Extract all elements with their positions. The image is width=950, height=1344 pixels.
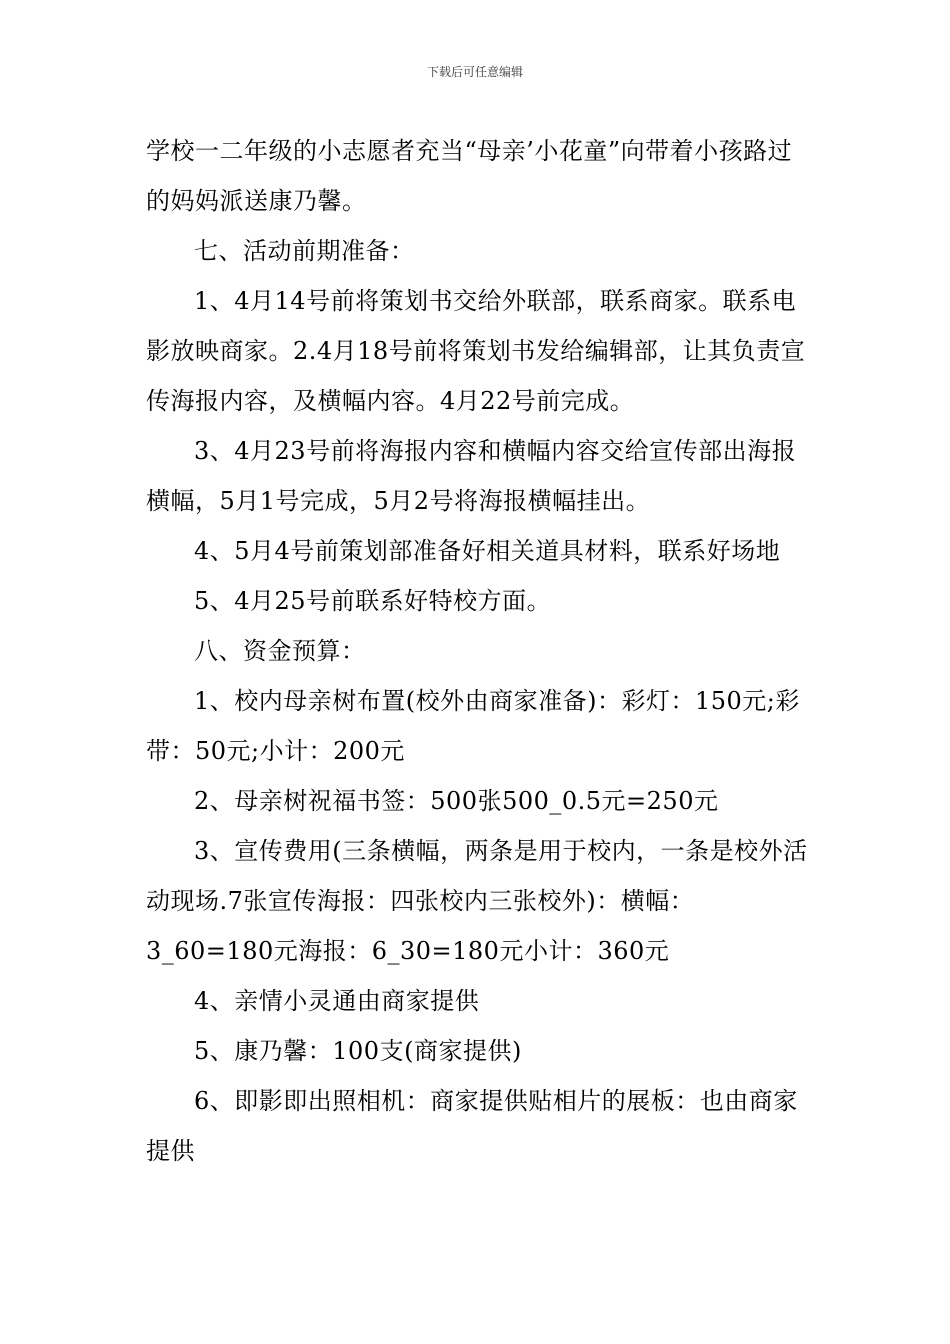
heading-preparation: 七、活动前期准备：	[194, 237, 415, 265]
paragraph-budget-2: 2、母亲树祝福书签：500张500_0.5元=250元	[194, 787, 719, 815]
paragraph-budget-4: 4、亲情小灵通由商家提供	[194, 987, 480, 1015]
paragraph-prep-5: 5、4月25号前联系好特校方面。	[194, 587, 552, 615]
paragraph-budget-3: 3、宣传费用(三条横幅，两条是用于校内，一条是校外活动现场.7张宣传海报：四张校内三张校外)：横幅：3_60=180元海报：6_30=180元小计：360元	[146, 837, 808, 965]
paragraph-budget-5: 5、康乃馨：100支(商家提供)	[194, 1037, 522, 1065]
paragraph-prep-1: 1、4月14号前将策划书交给外联部，联系商家。联系电影放映商家。2.4月18号前将策划书发给编辑部，让其负责宣传海报内容，及横幅内容。4月22号前完成。	[146, 287, 806, 415]
page-header: 下载后可任意编辑	[426, 65, 523, 79]
paragraph-prep-4: 4、5月4号前策划部准备好相关道具材料，联系好场地	[194, 537, 781, 565]
heading-budget: 八、资金预算：	[194, 637, 366, 665]
paragraph-budget-1: 1、校内母亲树布置(校外由商家准备)：彩灯：150元;彩带：50元;小计：200元	[146, 687, 800, 765]
paragraph-intro: 学校一二年级的小志愿者充当“母亲’小花童”向带着小孩路过的妈妈派送康乃馨。	[146, 137, 793, 215]
document-body	[146, 126, 810, 1176]
paragraph-budget-6: 6、即影即出照相机：商家提供贴相片的展板：也由商家提供	[146, 1087, 798, 1165]
paragraph-prep-3: 3、4月23号前将海报内容和横幅内容交给宣传部出海报横幅，5月1号完成，5月2号将海报横幅挂出。	[146, 437, 797, 515]
